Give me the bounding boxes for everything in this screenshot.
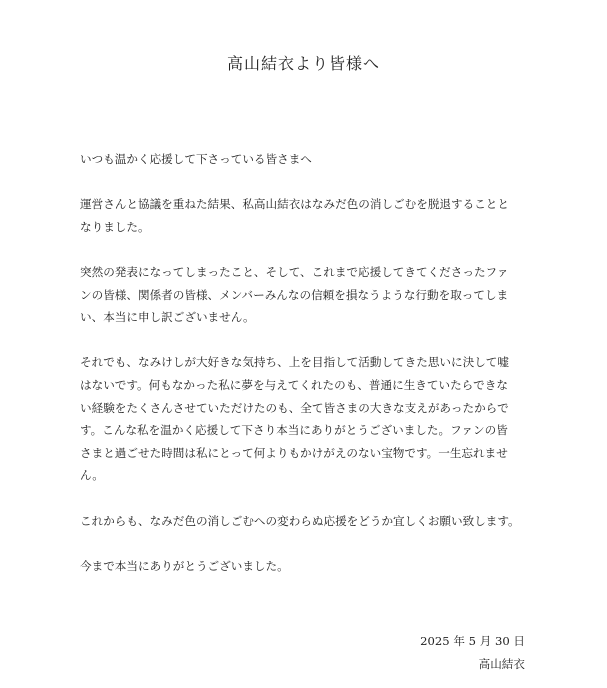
- letter-paragraph: 突然の発表になってしまったこと、そして、これまで応援してきてくださったファ ンの皆様、関係者の皆様、メンバーみんなの信頼を損なうような行動を取ってしま い、本当に申し訳ございません。: [80, 264, 509, 325]
- letter-title: 高山結衣より皆様へ: [226, 54, 380, 73]
- letter-paragraph: これからも、なみだ色の消しごむへの変わらぬ応援をどうか宜しくお願い致します。: [80, 513, 520, 528]
- letter-signature: 高山結衣: [478, 656, 525, 671]
- letter-signature-block: [420, 630, 525, 675]
- letter-greeting: いつも温かく応援して下さっている皆さまへ: [80, 152, 312, 166]
- letter-body: [80, 148, 542, 600]
- letter-paragraph: それでも、なみけしが大好きな気持ち、上を目指して活動してきた思いに決して嘘 はないです。何もなかった私に夢を与えてくれたのも、普通に生きていたらできな い経験をたくさんさせていただけたのも、全て皆さまの大きな支えがあったからで す。こんな私を温かく応援して下さり本当にありがとうございました。ファンの皆 さまと過ごせた時間は私にとって何よりもかけがえのない宝物です。一生忘れませ ん。: [80, 355, 509, 483]
- letter-paragraph: 今まで本当にありがとうございました。: [80, 558, 289, 573]
- letter-paragraph: 運営さんと協議を重ねた結果、私高山結衣はなみだ色の消しごむを脱退することと なりました。: [80, 197, 509, 234]
- letter-date: 2025 年 5 月 30 日: [420, 634, 525, 648]
